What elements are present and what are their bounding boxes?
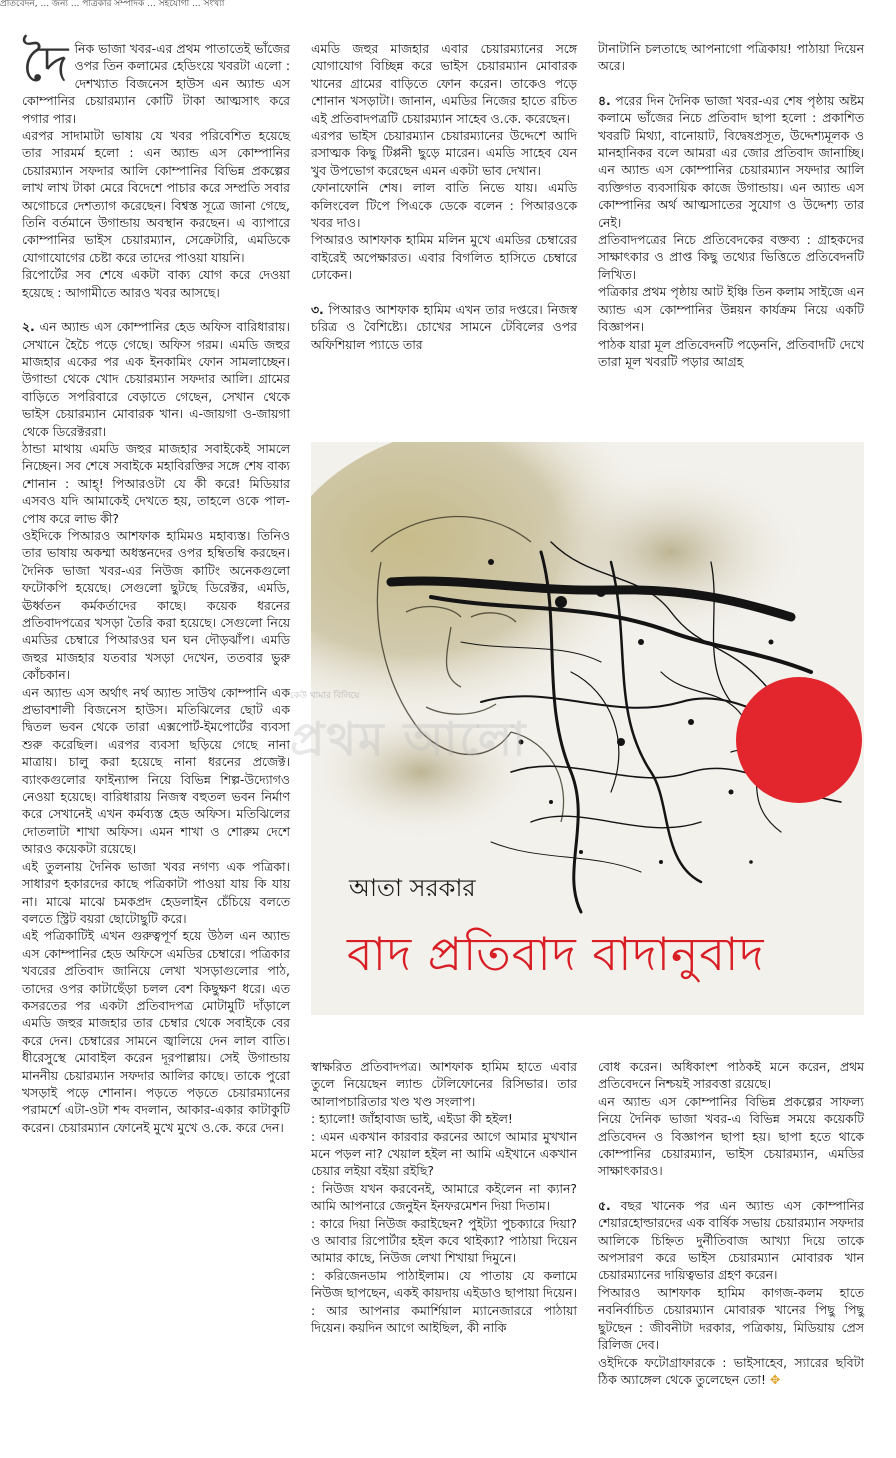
section-number: ৪. [598,92,611,108]
section-number: ৩. [311,301,324,317]
dialogue-line: : কারে দিয়া নিউজ করাইছেন? পুইট্যা পুচক্যারে দিয়া? ও আবার রিপোর্টার হইল কবে থাইক্যা? পাঠায়া দিয়েন আমার কাছে, নিউজ লেখা শিখায়া দিমুনে। [311,1215,577,1266]
paragraph: পিআরও আশফাক হামিম মলিন মুখে এমডির চেম্বারের বাইরেই অপেক্ষারত। এবার বিগলিত হাসিতে চেম্বারে ঢোকেন। [311,232,577,283]
author-name: আতা সরকার [349,874,476,902]
column-2-continued [311,1058,577,1337]
end-mark-icon: ✥ [769,1371,781,1387]
paragraph: পাঠক যারা মূল প্রতিবেদনটি পড়েননি, প্রতিবাদটি দেখে তারা মূল খবরটি পড়ার আগ্রহ [598,336,864,369]
column-1 [22,35,290,1136]
paragraph: এরপর সাদামাটা ভাষায় যে খবর পরিবেশিত হয়েছে তার সারমর্ম হলো : এন অ্যান্ড এস কোম্পানির চেয়ারম্যান সফদার আলি কোম্পানির বিভিন্ন প্রকল্পের লাখ লাখ টাকা মেরে বিদেশে পাচার করে সম্প্রতি সবার অগোচরে দেশত্যাগ করেছেন। বিশ্বস্ত সূত্রে জানা গেছে, তিনি বর্তমানে উগান্ডায় অবস্থান করছেন। এ ব্যাপারে কোম্পানির ভাইস চেয়ারম্যান, সেক্রেটারি, এমডিকে যোগাযোগের চেষ্টা করে তাদের পাওয়া যায়নি। [22,128,290,265]
paragraph: বোধ করেন। অধিকাংশ পাঠকই মনে করেন, প্রথম প্রতিবেদনে নিশ্চয়ই সারবত্তা রয়েছে। [598,1059,864,1092]
paragraph: রিপোর্টের সব শেষে একটা বাক্য যোগ করে দেওয়া হয়েছে : আগামীতে আরও খবর আসছে। [22,267,290,300]
paragraph: এই তুলনায় দৈনিক ভাজা খবর নগণ্য এক পত্রিকা। সাধারণ হকারদের কাছে পত্রিকাটা পাওয়া যায় কি যায় না। মাঝে মাঝে চমকপ্রদ হেডলাইন চেঁচিয়ে বলতে বলতে স্ট্রিট বয়রা ছোটোছুটি করে। [22,858,290,926]
watermark-tagline: কেউ থামার বিলিয়ে [290,691,360,701]
paragraph: টানাটানি চলতাছে আপনাগো পত্রিকায়! পাঠায়া দিয়েন অরে। [598,41,864,74]
paragraph: স্বাক্ষরিত প্রতিবাদপত্র। আশফাক হামিম হাতে এবার তুলে নিয়েছেন ল্যান্ড টেলিফোনের রিসিভার। তার আলাপচারিতার খণ্ড খণ্ড সংলাপ। [311,1059,577,1109]
section-5-paragraph: ৫. বছর খানেক পর এন অ্যান্ড এস কোম্পানির শেয়ারহোল্ডারদের এক বার্ষিক সভায় চেয়ারম্যান সফদার আলিকে চিহ্নিত দুর্নীতিবাজ আখ্যা দিয়ে তাকে অপসারণ করে ভাইস চেয়ারম্যান মোবারক খান চেয়ারম্যানের দায়িত্বভার গ্রহণ করেন। [598,1197,864,1283]
closing-paragraph: ওইদিকে ফটোগ্রাফারকে : ভাইসাহেব, স্যারের ছবিটা ঠিক অ্যাঙ্গেল থেকে তুলেছেন তো! ✥ [598,1354,864,1387]
red-sun-circle [736,677,862,803]
paragraph: পিআরও আশফাক হামিম কাগজ-কলম হাতে নবনির্বাচিত চেয়ারম্যান মোবারক খানের পিছু পিছু ছুটছেন : জীবনীটা দরকার, পত্রিকায়, মিডিয়ায় প্রেস রিলিজ দেব। [598,1284,864,1353]
dialogue-line: : এমন একখান কারবার করনের আগে আমার মুখখান মনে পড়ল না? খেয়াল হইল না আমি এইখানে একখান চেয়ার লইয়া বইয়া রইছি? [311,1128,577,1179]
paragraph: এন অ্যান্ড এস অর্থাৎ নর্থ অ্যান্ড সাউথ কোম্পানি এক প্রভাবশালী বিজনেস হাউস। মতিঝিলের ছোট এক দ্বিতল ভবন থেকে তারা এক্সপোর্ট-ইমপোর্টের ব্যবসা শুরু করেছিল। এরপর ব্যবসা ছড়িয়ে গেছে নানা মাত্রায়। চালু করা হয়েছে নানা ধরনের প্রজেক্ট। ব্যাংকগুলোর ফাইন্যান্স নিয়ে বিভিন্ন শিল্প-উদ্যোগও নেওয়া হয়েছে। বারিধারায় নিজস্ব বহুতল ভবন নির্মাণ করে সেখানেই এখন কর্মব্যস্ত হেড অফিস। মতিঝিলের দোতলাটা শাখা অফিস। এমন শাখা ও শোরুম দেশে আরও কয়েকটা রয়েছে। [22,684,290,857]
dialogue-line: : হ্যালো! জাঁহাবাজ ভাই, এইডা কী হইল! [311,1111,513,1127]
section-number: ২. [22,319,35,335]
section-number: ৫. [598,1197,611,1213]
section-4-paragraph: ৪. পরের দিন দৈনিক ভাজা খবর-এর শেষ পৃষ্ঠায় অষ্টম কলামে ভাঁজের নিচে প্রতিবাদ ছাপা হলো : প্রকাশিত খবরটি মিথ্যা, বানোয়াট, বিদ্বেষপ্রসূত, উদ্দেশ্যমূলক ও মানহানিকর বলে আমরা এর জোর প্রতিবাদ জানাচ্ছি। এন অ্যান্ড এস কোম্পানির চেয়ারম্যান সফদার আলি ব্যক্তিগত ব্যবসায়িক কাজে উগান্ডায়। এন অ্যান্ড এস কোম্পানির অর্থ আত্মসাতের সুযোগ ও উদ্দেশ্য তার নেই। [598,92,864,230]
top-cropped-text: প্রতিবেদন, ... জন্য ... পত্রিকার সম্পাদক ... সহযোগী ... সংখ্যা [0,0,225,9]
column-3 [598,40,864,370]
dialogue-line: : নিউজ যখন করবেনই, আমারে কইলেন না ক্যান? আমি আপনারে জেনুইন ইনফরমেশন দিয়া দিতাম। [311,1180,577,1214]
drop-cap: দৈ [22,35,69,93]
column-2 [311,40,577,353]
section-2-paragraph: ২. এন অ্যান্ড এস কোম্পানির হেড অফিস বারিধারায়। সেখানে হৈচৈ পড়ে গেছে। অফিস গরম। এমডি জহুর মাজহার একের পর এক ইনকামিং ফোন সামলাচ্ছেন। উগান্ডা থেকে খোদ চেয়ারম্যান সফদার আলি। গ্রামের বাড়িতে সপরিবারে বেড়াতে গেছেন, সেখান থেকে ভাইস চেয়ারম্যান মোবারক খান। এ-জায়গা ও-জায়গা থেকে ডিরেক্টররা। [22,319,290,439]
paragraph: এন অ্যান্ড এস কোম্পানির বিভিন্ন প্রকল্পের সাফল্য নিয়ে দৈনিক ভাজা খবর-এ বিভিন্ন সময়ে কয়েকটি প্রতিবেদন ও বিজ্ঞাপন ছাপা হয়। ছাপা হতে থাকে কোম্পানির চেয়ারম্যান, ভাইস চেয়ারম্যান, এমডির সাক্ষাৎকারও। [598,1093,864,1179]
story-title: বাদ প্রতিবাদ বাদানুবাদ [347,927,765,981]
paragraph: ওইদিকে পিআরও আশফাক হামিমও মহাব্যস্ত। তিনিও তার ভাষায় অকম্মা অধস্তনদের ওপর হম্বিতম্বি করছেন। দৈনিক ভাজা খবর-এর নিউজ কাটিং অনেকগুলো ফটোকপি হয়েছে। সেগুলো ছুটছে ডিরেক্টর, এমডি, ঊর্ধ্বতন কর্মকর্তাদের কাছে। কয়েক ধরনের প্রতিবাদপত্রের খসড়া তৈরি করা হয়েছে। সেগুলো নিয়ে এমডির চেম্বারে পিআরওর ঘন ঘন দৌড়ঝাঁপ। এমডি জহুর মাজহার যতবার খসড়া দেখেন, ততবার ভুরু কোঁচকান। [22,527,290,683]
section-3-paragraph: ৩. পিআরও আশফাক হামিম এখন তার দপ্তরে। নিজস্ব চরিত্র ও বৈশিষ্ট্যে। চোখের সামনে টেবিলের ওপর অফিশিয়াল প্যাডে তার [311,301,577,352]
paragraph: এই পত্রিকাটিই এখন গুরুত্বপূর্ণ হয়ে উঠল এন অ্যান্ড এস কোম্পানির হেড অফিসে এমডির চেম্বারে। পত্রিকার খবরের প্রতিবাদ জানিয়ে লেখা খসড়াগুলোর পাঠ, তাদের ওপর কাটাছেঁড়া চলল বেশ কিছুক্ষণ ধরে। এত কসরতের পর একটা প্রতিবাদপত্র মোটামুটি দাঁড়ালে এমডি জহুর মাজহার তার চেম্বার থেকে সবাইকে বের করে দেন। চেম্বারের সামনে জ্বালিয়ে দেন লাল বাতি। ধীরেসুস্থে মোবাইল করেন দূরপাল্লায়। সেই উগান্ডায় মাননীয় চেয়ারম্যান সফদার আলির কাছে। তাকে পুরো খসড়াই পড়ে শোনান। পড়তে পড়তে চেয়ারম্যানের পরামর্শে এটা-ওটা শব্দ বদলান, আকার-একার কাটাকুটি করেন। চেয়ারম্যান ফোনেই মুখে মুখে ও.কে. করে দেন। [22,928,290,1135]
dialogue-line: : আর আপনার কমার্শিয়াল ম্যানেজাররে পাঠায়া দিয়েন। কয়দিন আগে আইছিল, কী নাকি [311,1302,577,1336]
opening-paragraph: দৈনিক ভাজা খবর-এর প্রথম পাতাতেই ভাঁজের ওপর তিন কলামের হেডিংয়ে খবরটা এলো : দেশখ্যাত বিজনেস হাউস এন অ্যান্ড এস কোম্পানির চেয়ারম্যান কোটি টাকা আত্মসাৎ করে পগার পার। [22,35,290,126]
paragraph: এমডি জহুর মাজহার এবার চেয়ারম্যানের সঙ্গে যোগাযোগ বিচ্ছিন্ন করে ভাইস চেয়ারম্যান মোবারক খানের গ্রামের বাড়িতে ফোন করেন। তাকেও পড়ে শোনান খসড়াটা। জানান, এমডির নিজের হাতে রচিত এই প্রতিবাদপত্রটি চেয়ারম্যান সাহেব ও.কে. করেছেন। [311,41,577,126]
paragraph: ঠান্ডা মাথায় এমডি জহুর মাজহার সবাইকেই সামলে নিচ্ছেন। সব শেষে সবাইকে মহাবিরক্তির সঙ্গে শেষ বাক্য শোনান : আহ্! পিআরওটা যে কী করে! মিডিয়ার এসবও যদি আমাকেই দেখতে হয়, তাহলে ওকে পাল-পোষ করে লাভ কী? [22,440,290,526]
paragraph: পত্রিকার প্রথম পৃষ্ঠায় আট ইঞ্চি তিন কলাম সাইজে এন অ্যান্ড এস কোম্পানির উন্নয়ন কার্যক্রম নিয়ে একটি বিজ্ঞাপন। [598,284,864,335]
column-3-continued [598,1058,864,1388]
watermark-logo: প্রথম আলো [290,712,528,766]
paragraph: এরপর ভাইস চেয়ারম্যান চেয়ারম্যানের উদ্দেশে আদি রসাত্মক কিছু টিপ্পনী ছুড়ে মারেন। এমডি সাহেব যেন খুব উপভোগ করেছেন এমন একটা ভাব দেখান। [311,128,577,178]
dialogue-line: : করিজেনডাম পাঠাইলাম। যে পাতায় যে কলামে নিউজ ছাপছেন, একই কায়দায় এইডাও ছাপায়া দিয়েন। [311,1267,578,1301]
paragraph: ফোনাফোনি শেষ। লাল বাতি নিভে যায়। এমডি কলিংবেল টিপে পিএকে ডেকে বলেন : পিআরওকে খবর দাও। [311,180,577,231]
paragraph: প্রতিবাদপত্রের নিচে প্রতিবেদকের বক্তব্য : গ্রাহকদের সাক্ষাৎকার ও প্রাপ্ত কিছু তথ্যের ভিত্তিতে প্রতিবেদনটি লিখিত। [598,232,864,282]
